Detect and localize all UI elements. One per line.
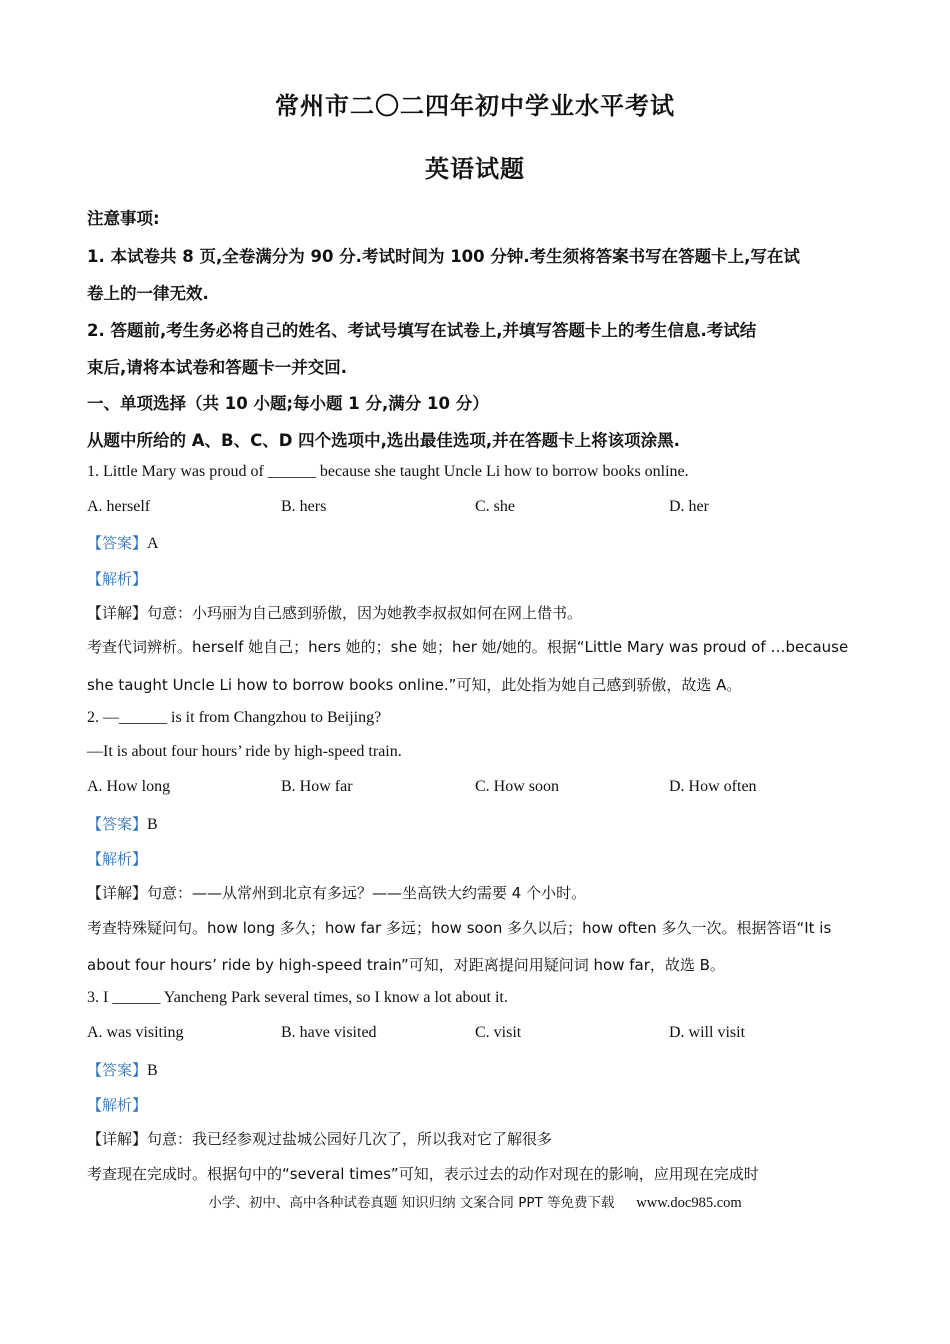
page-subtitle: 英语试题 (425, 155, 525, 183)
question-1-detail (87, 602, 867, 623)
detail-tag: 【详解】 (87, 884, 148, 902)
option-b: B. have visited (281, 1024, 377, 1041)
detail-text: 句意：我已经参观过盐城公园好几次了，所以我对它了解很多 (147, 1130, 553, 1148)
footer-link[interactable]: www.doc985.com (636, 1195, 742, 1211)
question-3-explanation-line1: 考查现在完成时。根据句中的“several times”可知，表示过去的动作对现在的影响，应用现在完成时 (87, 1165, 759, 1183)
notice-2-line2: 束后,请将本试卷和答题卡一并交回. (87, 358, 348, 377)
option-c: C. How soon (475, 778, 560, 795)
question-1-stem: 1. Little Mary was proud of ______ because she taught Uncle Li how to borrow books online. (87, 463, 689, 480)
detail-text: 句意：——从常州到北京有多远？——坐高铁大约需要 4 个小时。 (147, 884, 587, 902)
question-1-analysis (87, 568, 867, 589)
answer-value: A (147, 535, 159, 552)
section-heading: 一、单项选择（共 10 小题;每小题 1 分,满分 10 分） (87, 394, 489, 413)
option-a: A. herself (87, 498, 151, 515)
page-footer (0, 1191, 950, 1212)
answer-value: B (147, 1062, 158, 1079)
analysis-tag: 【解析】 (87, 1096, 148, 1114)
question-3-detail (87, 1128, 867, 1149)
footer-text: 小学、初中、高中各种试卷真题 知识归纳 文案合同 PPT 等免费下载 (208, 1195, 615, 1211)
page-title: 常州市二〇二四年初中学业水平考试 (275, 92, 675, 120)
question-1-explanation-line1: 考查代词辨析。herself 她自己；hers 她的；she 她；her 她/她的。根据“Little Mary was proud of …because (87, 638, 849, 656)
option-b: B. hers (281, 498, 327, 515)
notice-heading: 注意事项: (87, 209, 160, 228)
question-1-answer (87, 532, 867, 553)
option-d: D. How often (669, 778, 757, 795)
question-2-answer (87, 813, 867, 834)
question-2-stem-line2: —It is about four hours’ ride by high-speed train. (87, 743, 402, 760)
option-c: C. she (475, 498, 515, 515)
question-2-detail (87, 882, 867, 903)
detail-tag: 【详解】 (87, 1130, 148, 1148)
notice-2-line1: 2. 答题前,考生务必将自己的姓名、考试号填写在试卷上,并填写答题卡上的考生信息.考试结 (87, 321, 757, 340)
question-3-analysis (87, 1094, 867, 1115)
question-2-explanation-line1: 考查特殊疑问句。how long 多久；how far 多远；how soon 多久以后；how often 多久一次。根据答语“It is (87, 919, 832, 937)
answer-tag: 【答案】 (87, 534, 148, 552)
question-2-analysis (87, 848, 867, 869)
question-2-explanation-line2: about four hours’ ride by high-speed train”可知，对距离提问用疑问词 how far，故选 B。 (87, 956, 725, 974)
notice-1-line1: 1. 本试卷共 8 页,全卷满分为 90 分.考试时间为 100 分钟.考生须将答案书写在答题卡上,写在试 (87, 247, 800, 266)
option-d: D. her (669, 498, 709, 515)
detail-tag: 【详解】 (87, 604, 148, 622)
option-c: C. visit (475, 1024, 522, 1041)
option-b: B. How far (281, 778, 353, 795)
notice-1-line2: 卷上的一律无效. (87, 284, 209, 303)
analysis-tag: 【解析】 (87, 850, 148, 868)
option-d: D. will visit (669, 1024, 746, 1041)
answer-tag: 【答案】 (87, 815, 148, 833)
detail-text: 句意：小玛丽为自己感到骄傲，因为她教李叔叔如何在网上借书。 (147, 604, 583, 622)
section-instruction: 从题中所给的 A、B、C、D 四个选项中,选出最佳选项,并在答题卡上将该项涂黑. (87, 431, 680, 450)
question-1-explanation-line2: she taught Uncle Li how to borrow books online.”可知，此处指为她自己感到骄傲，故选 A。 (87, 676, 742, 694)
answer-tag: 【答案】 (87, 1061, 148, 1079)
option-a: A. was visiting (87, 1024, 184, 1041)
analysis-tag: 【解析】 (87, 570, 148, 588)
answer-value: B (147, 816, 158, 833)
option-a: A. How long (87, 778, 171, 795)
question-2-stem-line1: 2. —______ is it from Changzhou to Beijing? (87, 709, 382, 726)
question-3-answer (87, 1059, 867, 1080)
question-3-stem: 3. I ______ Yancheng Park several times, so I know a lot about it. (87, 989, 508, 1006)
